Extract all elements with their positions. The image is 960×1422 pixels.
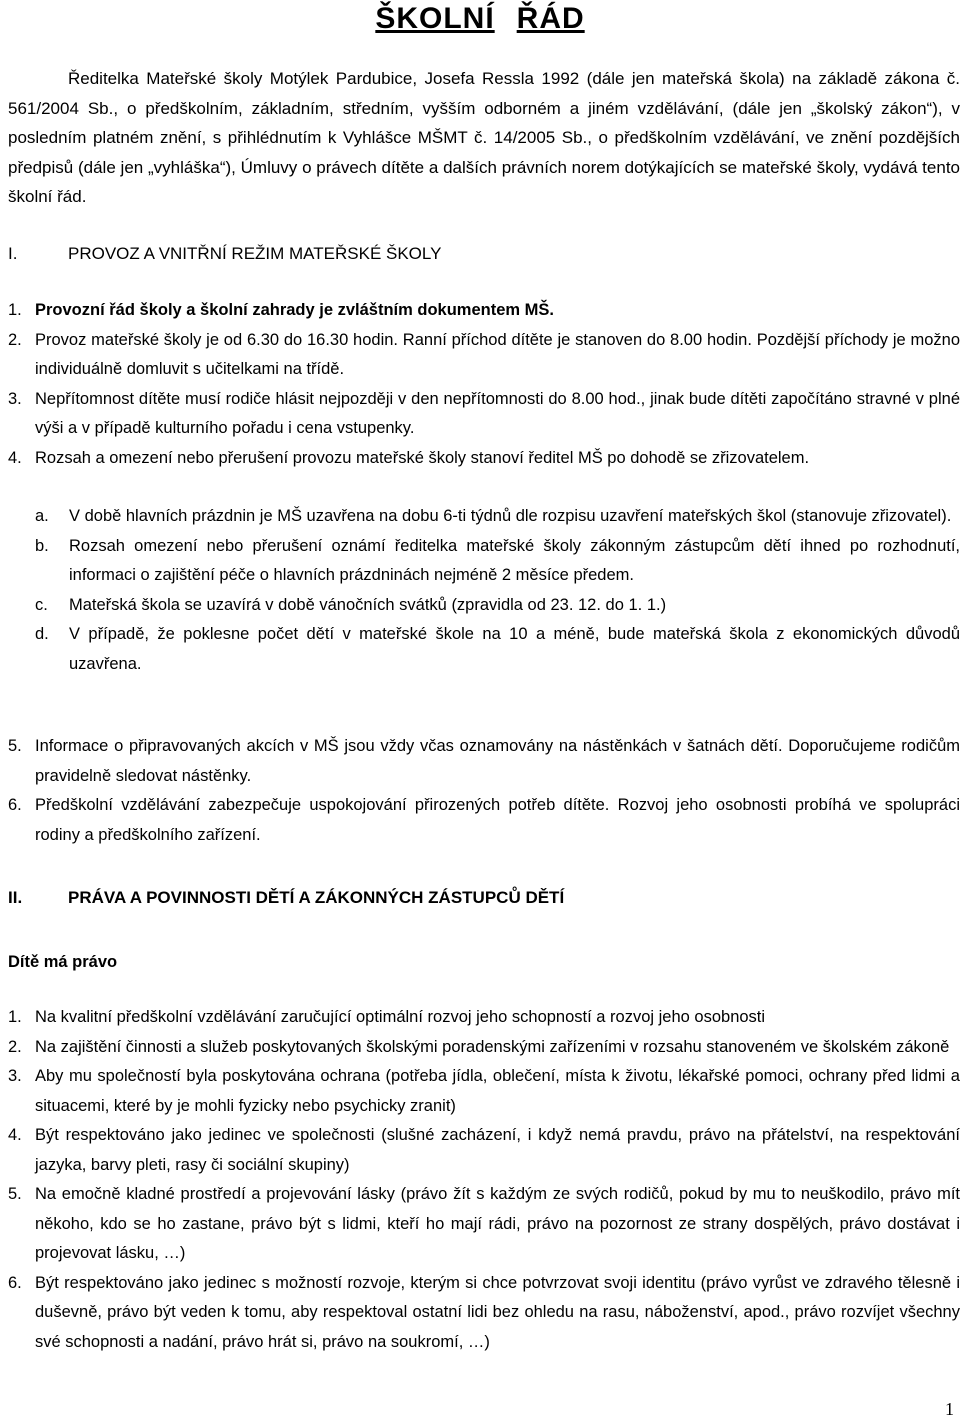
list-item: [8, 732, 960, 791]
section-1-number: I.: [8, 244, 18, 263]
item-number: 1.: [8, 1008, 22, 1026]
section-1-title: PROVOZ A VNITŘNÍ REŽIM MATEŘSKÉ ŠKOLY: [68, 244, 442, 263]
page-number: 1: [945, 1399, 954, 1419]
list-item: [8, 1269, 960, 1358]
item-number: 2.: [8, 330, 22, 349]
list-item: [8, 1121, 960, 1180]
sub-item-text: Rozsah omezení nebo přerušení oznámí ředitelka mateřské školy zákonným zástupcům dětí ihned po rozhodnutí, informaci o zajištění péče o hlavních prázdninách nejméně 2 měsíce předem.: [69, 536, 960, 584]
intro-paragraph: [8, 64, 960, 212]
item-number: 5.: [8, 737, 22, 755]
title-word-2: ŘÁD: [516, 2, 585, 35]
list-item: [8, 1003, 960, 1033]
section-2-title: PRÁVA A POVINNOSTI DĚTÍ A ZÁKONNÝCH ZÁSTUPCŮ DĚTÍ: [68, 888, 565, 907]
item-text: Provozní řád školy a školní zahrady je zvláštním dokumentem MŠ.: [35, 301, 554, 319]
sub-item-text: V případě, že poklesne počet dětí v mateřské škole na 10 a méně, bude mateřská škola z ekonomických důvodů uzavřena.: [69, 625, 960, 673]
list-item: [8, 1033, 960, 1063]
sub-item-text: Mateřská škola se uzavírá v době vánočních svátků (zpravidla od 23. 12. do 1. 1.): [69, 595, 667, 614]
item-number: 6.: [8, 1273, 22, 1292]
item-text: Nepřítomnost dítěte musí rodiče hlásit nejpozději v den nepřítomnosti do 8.00 hod., jinak bude dítěti započítáno stravné v plné výši a v případě kulturního pořadu i cena vstupenky.: [35, 389, 960, 437]
title-word-1: ŠKOLNÍ: [375, 2, 495, 35]
item-number: 6.: [8, 796, 22, 814]
section-2-heading: [8, 888, 564, 908]
sub-item-letter: b.: [35, 536, 49, 555]
list-item: [8, 326, 960, 385]
item-number: 3.: [8, 389, 22, 408]
item-number: 5.: [8, 1185, 22, 1203]
list-item: [8, 385, 960, 444]
item-number: 4.: [8, 1126, 22, 1144]
item-number: 2.: [8, 1037, 22, 1056]
sub-item-letter: d.: [35, 625, 49, 643]
sub-item-text: V době hlavních prázdnin je MŠ uzavřena na dobu 6-ti týdnů dle rozpisu uzavření mateřských škol (stanovuje zřizovatel).: [69, 507, 952, 525]
sub-list-item: [35, 502, 960, 532]
item-text: Být respektováno jako jedinec ve společnosti (slušné zacházení, i když nemá pravdu, právo na přátelství, na respektování jazyka, barvy pleti, rasy či sociální skupiny): [35, 1126, 960, 1174]
item-text: Provoz mateřské školy je od 6.30 do 16.30 hodin. Ranní příchod dítěte je stanoven do 8.00 hodin. Pozdější příchody je možno individuálně domluvit s učitelkami na třídě.: [35, 330, 960, 378]
list-item: [8, 1062, 960, 1121]
sub-list-item: [35, 591, 960, 621]
item-text: Informace o připravovaných akcích v MŠ jsou vždy včas oznamovány na nástěnkách v šatnách dětí. Doporučujeme rodičům pravidelně sledovat nástěnky.: [35, 737, 960, 785]
item-number: 4.: [8, 448, 22, 467]
list-item: [8, 1180, 960, 1269]
item-text: Předškolní vzdělávání zabezpečuje uspokojování přirozených potřeb dítěte. Rozvoj jeho osobnosti probíhá ve spolupráci rodiny a předškolního zařízení.: [35, 796, 960, 844]
item-text: Na zajištění činnosti a služeb poskytovaných školskými poradenskými zařízeními v rozsahu stanoveném ve školském zákoně: [35, 1037, 950, 1056]
list-item: [8, 791, 960, 850]
list-item: [8, 444, 960, 474]
page-title: [0, 2, 960, 36]
item-text: Aby mu společností byla poskytována ochrana (potřeba jídla, oblečení, místa k životu, lékařské pomoci, ochrany před lidmi a situacemi, které by je mohli fyzicky nebo psychicky zranit): [35, 1067, 960, 1115]
item-text: Na emočně kladné prostředí a projevování lásky (právo žít s každým ze svých rodičů, pokud by mu to neuškodilo, právo mít někoho, kdo se ho zastane, právo být s lidmi, kteří ho mají rádi, právo na pozornost ze strany dospělých, právo dostávat i projevovat lásku, …): [35, 1185, 960, 1262]
sub-item-letter: a.: [35, 507, 49, 525]
item-number: 3.: [8, 1067, 22, 1085]
item-number: 1.: [8, 301, 22, 319]
section-2-list: [8, 1003, 960, 1357]
section-1-list-b: [8, 732, 960, 850]
item-text: Rozsah a omezení nebo přerušení provozu mateřské školy stanoví ředitel MŠ po dohodě se zřizovatelem.: [35, 448, 810, 467]
section-2-number: II.: [8, 888, 23, 907]
intro-text: Ředitelka Mateřské školy Motýlek Pardubice, Josefa Ressla 1992 (dále jen mateřská škola) na základě zákona č. 561/2004 Sb., o předškolním, základním, středním, vyšším odborném a jiném vzdělávání, (dále jen „školský zákon“), v posledním platném znění, s přihlédnutím k Vyhlášce MŠMT č. 14/2005 Sb., o předškolním vzdělávání, ve znění pozdějších předpisů (dále jen „vyhláška“), Úmluvy o právech dítěte a dalších právních norem dotýkajících se mateřské školy, vydává tento školní řád.: [8, 69, 960, 206]
section-1-list-a: [8, 296, 960, 473]
sub-item-letter: c.: [35, 595, 48, 614]
sub-list-item: [35, 532, 960, 591]
sub-list-item: [35, 620, 960, 679]
section-1-heading: [8, 244, 441, 264]
section-1-sub-list: [35, 502, 960, 679]
list-item: [8, 296, 960, 326]
child-rights-subheading: Dítě má právo: [8, 953, 118, 971]
item-text: Být respektováno jako jedinec s možností rozvoje, kterým si chce potvrzovat svoji identitu (právo vyrůst ve zdravého tělesně i duševně, právo být veden k tomu, aby respektoval ostatní lidi bez ohledu na rasu, náboženství, apod., právo rozvíjet všechny své schopnosti a nadání, právo hrát si, právo na soukromí, …): [35, 1273, 960, 1351]
item-text: Na kvalitní předškolní vzdělávání zaručující optimální rozvoj jeho schopností a rozvoj jeho osobnosti: [35, 1008, 766, 1026]
